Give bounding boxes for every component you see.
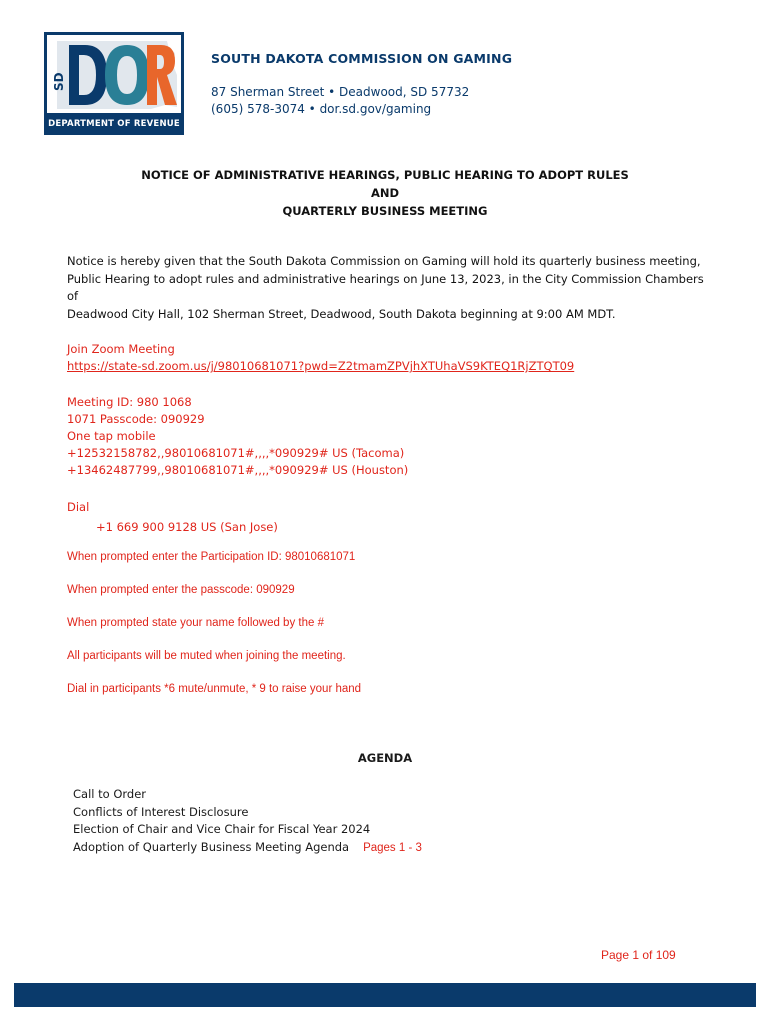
agenda-pages-ref: Pages 1 - 3 xyxy=(363,841,422,854)
meeting-id: Meeting ID: 980 1068 xyxy=(67,395,192,409)
zoom-meeting-link[interactable]: https://state-sd.zoom.us/j/98010681071?pwd=Z2tmamZPVjhXTUhaVS9KTEQ1RjZTQT09 xyxy=(67,359,575,373)
contact-line: (605) 578-3074 • dor.sd.gov/gaming xyxy=(211,102,432,116)
dial-label: Dial xyxy=(67,500,90,514)
one-tap-number: +13462487799,,98010681071#,,,,*090929# US (Houston) xyxy=(67,463,409,477)
org-name: SOUTH DAKOTA COMMISSION ON GAMING xyxy=(211,51,513,66)
svg-text:SD: SD xyxy=(52,72,66,91)
agenda-item-with-pages xyxy=(73,839,422,858)
instruction-name: When prompted state your name followed by the # xyxy=(67,617,324,629)
logo-bar: DEPARTMENT OF REVENUE xyxy=(48,119,180,129)
one-tap-label: One tap mobile xyxy=(67,429,156,443)
agenda-list xyxy=(73,786,422,857)
agenda-item: Call to Order xyxy=(73,787,147,801)
dial-number: +1 669 900 9128 US (San Jose) xyxy=(96,520,278,534)
notice-title-line3: QUARTERLY BUSINESS MEETING xyxy=(282,204,488,218)
zoom-join-block xyxy=(67,341,574,375)
instruction-muted: All participants will be muted when joining the meeting. xyxy=(67,650,346,662)
address-block xyxy=(211,84,469,118)
dial-block xyxy=(67,497,278,537)
address-line: 87 Sherman Street • Deadwood, SD 57732 xyxy=(211,85,470,99)
instruction-dial-controls: Dial in participants *6 mute/unmute, * 9 to raise your hand xyxy=(67,683,362,695)
instruction-passcode: When prompted enter the passcode: 090929 xyxy=(67,584,295,596)
passcode: 1071 Passcode: 090929 xyxy=(67,412,205,426)
south-dakota-map-icon xyxy=(47,35,181,113)
agenda-item: Conflicts of Interest Disclosure xyxy=(73,804,249,819)
notice-title-line1: NOTICE OF ADMINISTRATIVE HEARINGS, PUBLIC HEARING TO ADOPT RULES xyxy=(141,168,629,182)
meeting-details xyxy=(67,394,408,479)
agenda-title: AGENDA xyxy=(357,751,413,765)
footer-bar xyxy=(14,983,756,1007)
paragraph-line: Public Hearing to adopt rules and administrative hearings on June 13, 2023, in the City Commission Chambers of xyxy=(67,271,704,303)
page-number: Page 1 of 109 xyxy=(601,948,676,962)
paragraph-line: Notice is hereby given that the South Dakota Commission on Gaming will hold its quarterly business meeting, xyxy=(67,254,701,268)
notice-paragraph xyxy=(67,253,707,323)
paragraph-line: Deadwood City Hall, 102 Sherman Street, Deadwood, South Dakota beginning at 9:00 AM MDT. xyxy=(67,306,616,321)
notice-title-line2: AND xyxy=(370,186,400,200)
one-tap-number: +12532158782,,98010681071#,,,,*090929# US (Tacoma) xyxy=(67,446,405,460)
agenda-item-label: Adoption of Quarterly Business Meeting Agenda xyxy=(73,839,350,854)
logo-art xyxy=(47,35,181,113)
dor-logo xyxy=(44,32,184,135)
join-zoom-label: Join Zoom Meeting xyxy=(67,342,175,356)
instruction-participation-id: When prompted enter the Participation ID: 98010681071 xyxy=(67,551,356,563)
agenda-item: Election of Chair and Vice Chair for Fiscal Year 2024 xyxy=(73,822,371,836)
notice-title xyxy=(0,166,770,220)
